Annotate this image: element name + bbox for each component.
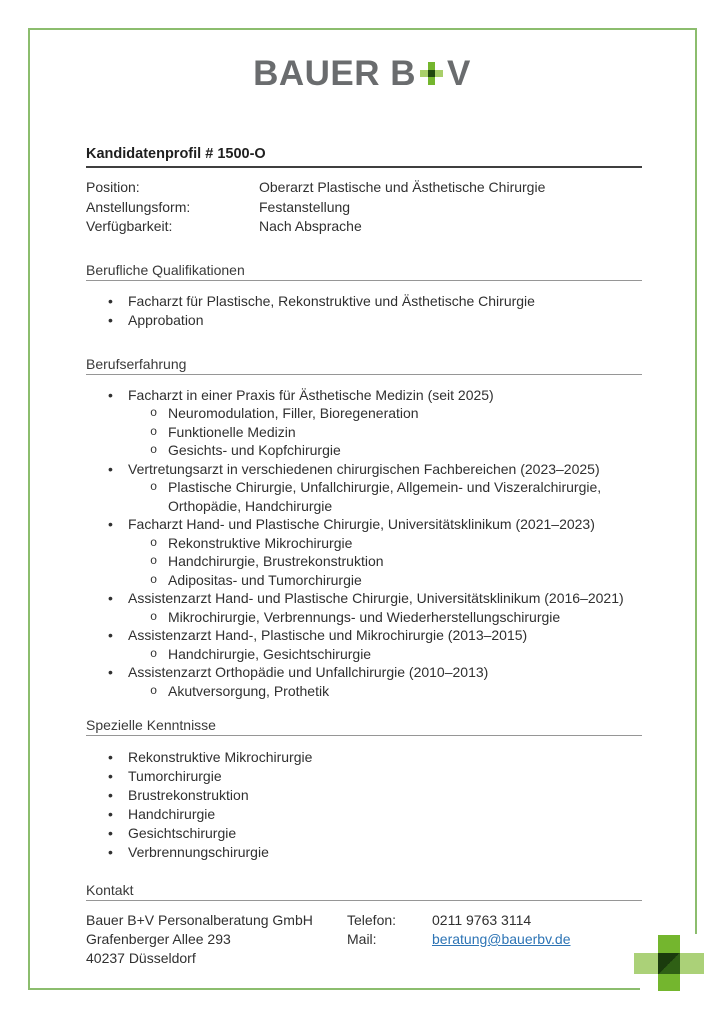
contact-city: 40237 Düsseldorf	[86, 950, 196, 966]
skills-list	[86, 748, 642, 862]
page-border-bottom	[28, 988, 640, 990]
page-border-right	[695, 28, 697, 934]
list-item: • Gesichtschirurgie	[108, 825, 237, 841]
sub-list-item: o Rekonstruktive Mikrochirurgie	[150, 534, 353, 551]
list-item: • Assistenzarzt Orthopädie und Unfallchirurgie (2010–2013)	[108, 664, 489, 680]
circle-bullet-icon: o	[150, 406, 158, 420]
contact-company: Bauer B+V Personalberatung GmbH	[86, 912, 313, 928]
page-border-left	[28, 28, 30, 990]
bullet-icon: •	[108, 825, 113, 841]
detail-row-availability	[86, 217, 642, 237]
circle-bullet-icon: o	[150, 646, 158, 661]
section-contact	[86, 882, 642, 968]
detail-value: Nach Absprache	[259, 218, 362, 234]
contact-values	[432, 911, 642, 968]
sub-list-item: o Neuromodulation, Filler, Bioregeneration	[150, 405, 419, 421]
sub-list-item: o Adipositas- und Tumorchirurgie	[150, 571, 362, 588]
list-item: • Handchirurgie	[108, 806, 216, 822]
sub-list-item: o Handchirurgie, Gesichtschirurgie	[150, 645, 372, 662]
circle-bullet-icon: o	[150, 609, 158, 624]
circle-bullet-icon: o	[150, 480, 158, 494]
list-item: • Tumorchirurgie	[108, 768, 222, 784]
logo-text-right: V	[447, 53, 471, 93]
document-body	[86, 146, 642, 968]
bullet-icon: •	[108, 749, 113, 765]
logo-plus-cross-icon	[420, 62, 443, 85]
section-heading-experience: Berufserfahrung	[86, 356, 642, 375]
list-item: • Assistenzarzt Hand-, Plastische und Mikrochirurgie (2013–2015)	[108, 627, 528, 643]
bullet-icon: •	[108, 806, 113, 822]
detail-value: Oberarzt Plastische und Ästhetische Chirurgie	[259, 179, 546, 195]
contact-info	[86, 911, 642, 968]
contact-labels	[347, 911, 432, 968]
profile-title: Kandidatenprofil # 1500-O	[86, 146, 642, 168]
bullet-icon: •	[108, 627, 113, 643]
mail-label: Mail:	[347, 931, 377, 947]
detail-value: Festanstellung	[259, 198, 351, 215]
qualifications-list	[86, 292, 642, 330]
bullet-icon: •	[108, 787, 113, 803]
list-item: • Brustrekonstruktion	[108, 787, 249, 803]
phone-number: 0211 9763 3114	[432, 912, 532, 928]
sub-list-item: o Gesichts- und Kopfchirurgie	[150, 442, 341, 458]
bullet-icon: •	[108, 516, 113, 532]
sub-list-item: o Akutversorgung, Prothetik	[150, 682, 330, 699]
email-link[interactable]: beratung@bauerbv.de	[432, 931, 571, 947]
sub-list-item: o Funktionelle Medizin	[150, 423, 296, 440]
list-item: • Vertretungsarzt in verschiedenen chirurgischen Fachbereichen (2023–2025)	[108, 460, 600, 477]
sub-list-item: o Handchirurgie, Brustrekonstruktion	[150, 553, 384, 569]
bullet-icon: •	[108, 292, 113, 309]
circle-bullet-icon: o	[150, 683, 158, 698]
list-item: • Rekonstruktive Mikrochirurgie	[108, 749, 313, 765]
contact-street: Grafenberger Allee 293	[86, 931, 231, 947]
list-item: • Facharzt in einer Praxis für Ästhetische Medizin (seit 2025)	[108, 386, 494, 403]
candidate-details	[86, 178, 642, 237]
contact-address	[86, 911, 347, 968]
list-item: • Verbrennungschirurgie	[108, 844, 269, 860]
list-item: • Assistenzarzt Hand- und Plastische Chirurgie, Universitätsklinikum (2016–2021)	[108, 590, 624, 606]
section-heading-skills: Spezielle Kenntnisse	[86, 717, 642, 736]
logo	[0, 54, 724, 92]
section-qualifications	[86, 262, 642, 330]
bullet-icon: •	[108, 768, 113, 784]
page-border-top	[28, 28, 697, 30]
circle-bullet-icon: o	[150, 443, 158, 457]
list-item: • Facharzt Hand- und Plastische Chirurgie, Universitätsklinikum (2021–2023)	[108, 516, 595, 532]
section-skills	[86, 717, 642, 862]
bullet-icon: •	[108, 460, 113, 477]
sub-list-item: o Plastische Chirurgie, Unfallchirurgie, Allgemein- und Viszeralchirurgie, Orthopädie, Handchirurgie	[150, 479, 602, 514]
experience-list	[86, 386, 642, 701]
bullet-icon: •	[108, 386, 113, 403]
detail-label: Verfügbarkeit:	[86, 218, 173, 234]
list-item: • Facharzt für Plastische, Rekonstruktive und Ästhetische Chirurgie	[108, 292, 535, 309]
detail-row-employment	[86, 198, 642, 218]
bullet-icon: •	[108, 590, 113, 606]
detail-label: Position:	[86, 179, 140, 195]
circle-bullet-icon: o	[150, 572, 158, 587]
section-heading-contact: Kontakt	[86, 882, 642, 901]
list-item: • Approbation	[108, 311, 204, 328]
section-heading-qualifications: Berufliche Qualifikationen	[86, 262, 642, 281]
bullet-icon: •	[108, 664, 113, 680]
sub-list-item: o Mikrochirurgie, Verbrennungs- und Wiederherstellungschirurgie	[150, 608, 561, 625]
circle-bullet-icon: o	[150, 554, 158, 568]
bullet-icon: •	[108, 311, 113, 328]
circle-bullet-icon: o	[150, 424, 158, 439]
detail-label: Anstellungsform:	[86, 198, 191, 215]
logo-text-left: BAUER B	[253, 53, 417, 93]
section-experience	[86, 356, 642, 701]
circle-bullet-icon: o	[150, 535, 158, 550]
detail-row-position	[86, 178, 642, 198]
bullet-icon: •	[108, 844, 113, 860]
phone-label: Telefon:	[347, 912, 397, 928]
